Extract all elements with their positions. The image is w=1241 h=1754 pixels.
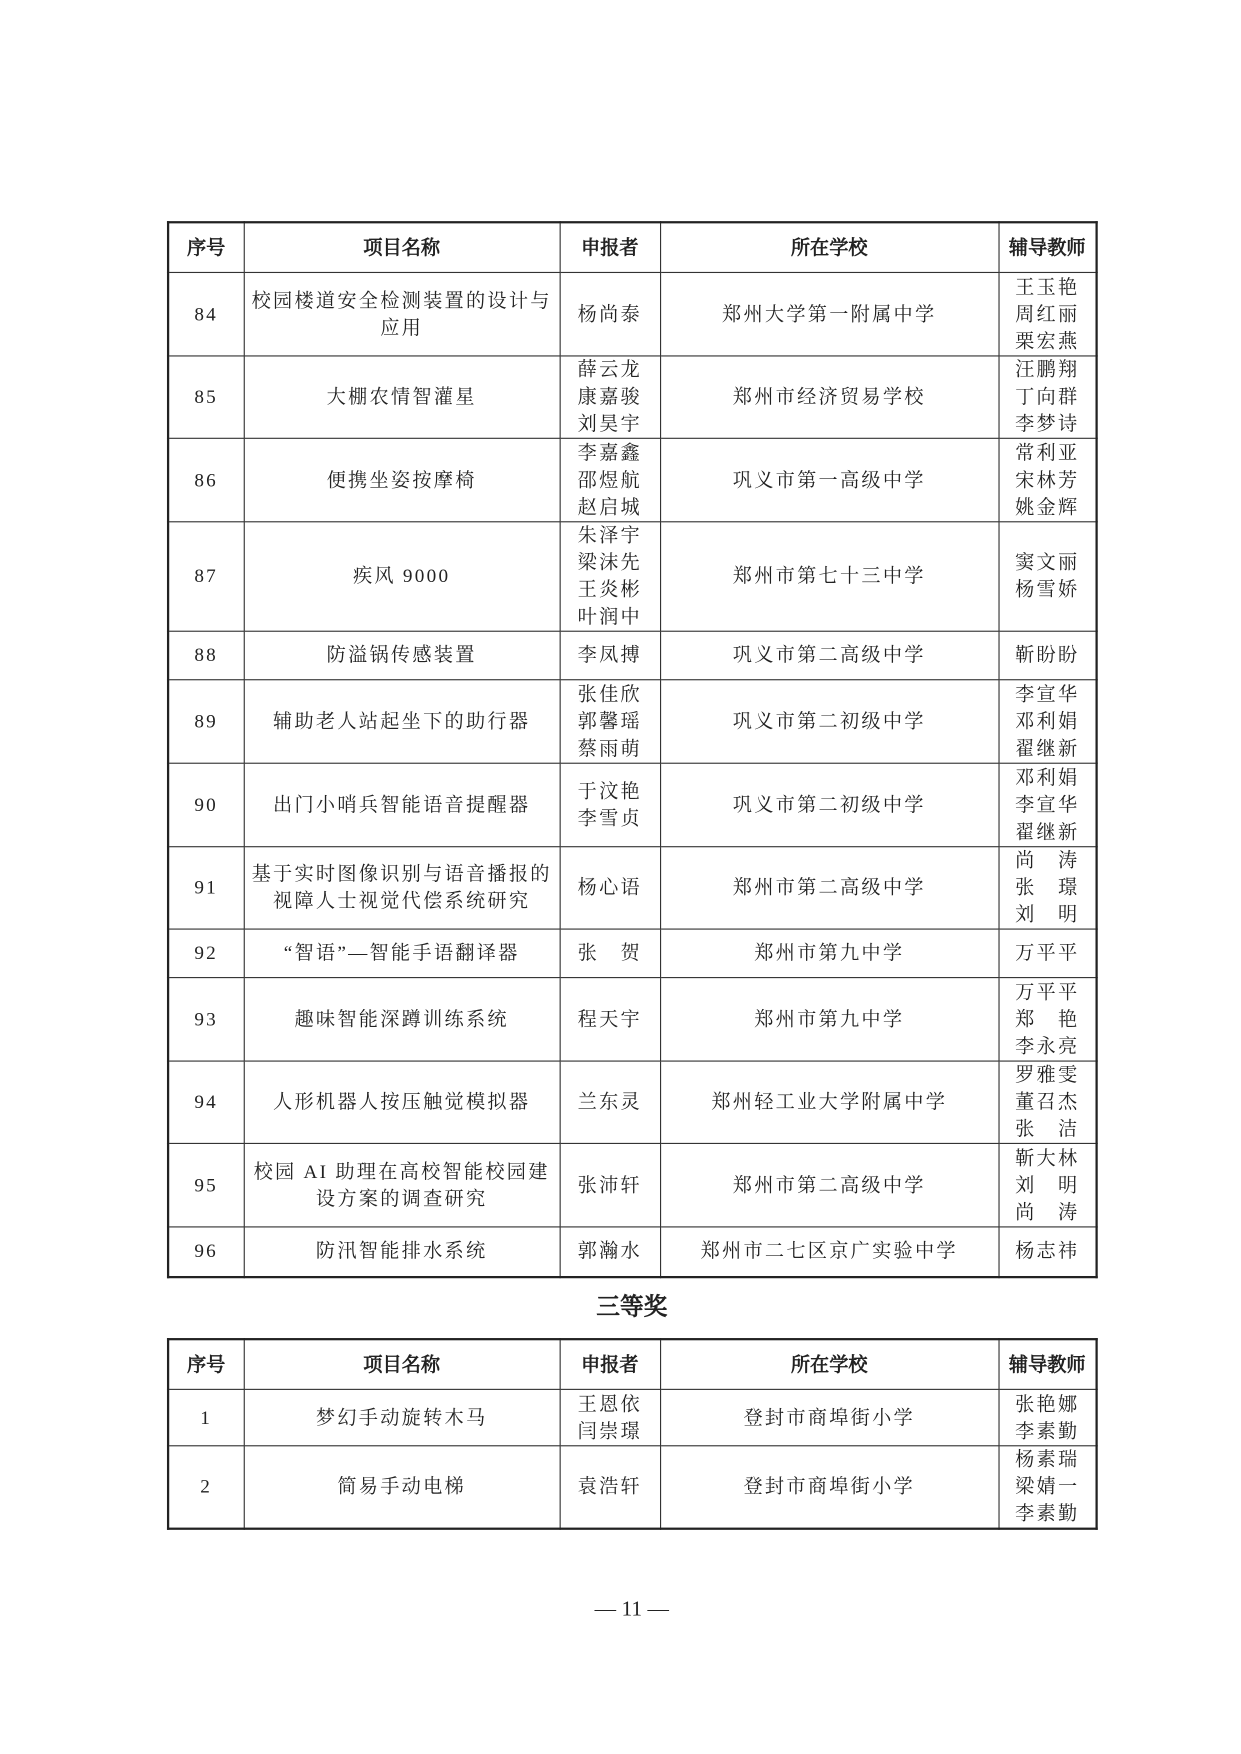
table-row bbox=[168, 929, 1097, 978]
table-row bbox=[168, 1227, 1097, 1277]
header-project: 项目名称 bbox=[244, 222, 560, 272]
cell-school: 郑州市第九中学 bbox=[660, 929, 998, 978]
cell-teachers-name: 万平平 bbox=[1015, 942, 1080, 964]
cell-project: 梦幻手动旋转木马 bbox=[244, 1389, 560, 1445]
cell-teachers bbox=[998, 356, 1096, 438]
cell-seq: 90 bbox=[168, 763, 244, 846]
cell-teachers bbox=[998, 763, 1096, 846]
cell-applicants-name: 李雪贞 bbox=[577, 807, 642, 829]
award-table-second-prize-continued bbox=[167, 221, 1098, 1278]
cell-project: 简易手动电梯 bbox=[244, 1446, 560, 1529]
cell-seq: 87 bbox=[168, 522, 244, 631]
cell-teachers bbox=[998, 438, 1096, 521]
cell-seq: 93 bbox=[168, 978, 244, 1061]
cell-project: 校园 AI 助理在高校智能校园建设方案的调查研究 bbox=[244, 1143, 560, 1226]
cell-teachers-name: 常利亚 bbox=[1015, 441, 1080, 464]
cell-school: 郑州市经济贸易学校 bbox=[660, 356, 998, 438]
cell-project: 校园楼道安全检测装置的设计与应用 bbox=[244, 272, 560, 355]
cell-teachers bbox=[998, 978, 1096, 1061]
table-row bbox=[168, 522, 1097, 631]
cell-teachers bbox=[998, 631, 1096, 680]
cell-seq: 85 bbox=[168, 356, 244, 438]
cell-applicants bbox=[560, 1143, 660, 1226]
cell-project: 人形机器人按压触觉模拟器 bbox=[244, 1061, 560, 1143]
cell-teachers bbox=[998, 272, 1096, 355]
cell-applicants-name: 程天宇 bbox=[577, 1008, 642, 1030]
cell-teachers bbox=[998, 1227, 1096, 1277]
cell-teachers bbox=[998, 522, 1096, 631]
table-row bbox=[168, 847, 1097, 929]
cell-teachers-name: 姚金辉 bbox=[1015, 495, 1080, 518]
cell-seq: 92 bbox=[168, 929, 244, 978]
table-row bbox=[168, 978, 1097, 1061]
cell-teachers bbox=[998, 1446, 1096, 1529]
cell-applicants bbox=[560, 631, 660, 680]
cell-teachers-name: 窦文丽 bbox=[1015, 551, 1080, 574]
cell-project: 疾风 9000 bbox=[244, 522, 560, 631]
cell-school: 郑州市二七区京广实验中学 bbox=[660, 1227, 998, 1277]
cell-applicants-name: 张沛轩 bbox=[577, 1173, 642, 1196]
cell-applicants-name: 邵煜航 bbox=[577, 468, 642, 491]
cell-project: 防溢锅传感装置 bbox=[244, 631, 560, 680]
table-row bbox=[168, 763, 1097, 846]
cell-teachers-name: 翟继新 bbox=[1015, 820, 1080, 843]
cell-applicants bbox=[560, 1227, 660, 1277]
cell-teachers-name: 李宣华 bbox=[1015, 683, 1080, 705]
cell-applicants bbox=[560, 929, 660, 978]
table-row bbox=[168, 1446, 1097, 1529]
cell-school: 郑州轻工业大学附属中学 bbox=[660, 1061, 998, 1143]
cell-applicants bbox=[560, 438, 660, 521]
cell-applicants bbox=[560, 1061, 660, 1143]
cell-seq: 88 bbox=[168, 631, 244, 680]
cell-applicants-name: 刘昊宇 bbox=[577, 412, 642, 435]
cell-teachers bbox=[998, 1143, 1096, 1226]
cell-teachers-name: 邓利娟 bbox=[1015, 710, 1080, 732]
cell-applicants bbox=[560, 1389, 660, 1445]
cell-applicants-name: 康嘉骏 bbox=[577, 385, 642, 408]
cell-project: 便携坐姿按摩椅 bbox=[244, 438, 560, 521]
cell-seq: 84 bbox=[168, 272, 244, 355]
cell-teachers-name: 靳大林 bbox=[1015, 1146, 1080, 1169]
cell-teachers-name: 尚 涛 bbox=[1015, 849, 1080, 871]
cell-applicants-name: 蔡雨萌 bbox=[577, 737, 642, 759]
cell-seq: 86 bbox=[168, 438, 244, 521]
cell-teachers-name: 刘 明 bbox=[1015, 1173, 1080, 1196]
cell-applicants bbox=[560, 680, 660, 763]
cell-teachers-name: 尚 涛 bbox=[1015, 1200, 1080, 1223]
header-project: 项目名称 bbox=[244, 1339, 560, 1389]
cell-applicants bbox=[560, 356, 660, 438]
cell-teachers-name: 李宣华 bbox=[1015, 793, 1080, 816]
cell-applicants-name: 张 贺 bbox=[577, 942, 642, 964]
cell-project: 防汛智能排水系统 bbox=[244, 1227, 560, 1277]
cell-school: 郑州市第七十三中学 bbox=[660, 522, 998, 631]
cell-project: 辅助老人站起坐下的助行器 bbox=[244, 680, 560, 763]
cell-teachers bbox=[998, 847, 1096, 929]
cell-school: 登封市商埠街小学 bbox=[660, 1446, 998, 1529]
cell-teachers-name: 王玉艳 bbox=[1015, 275, 1080, 298]
cell-teachers-name: 郑 艳 bbox=[1015, 1008, 1080, 1030]
cell-seq: 2 bbox=[168, 1446, 244, 1529]
cell-applicants-name: 袁浩轩 bbox=[577, 1475, 642, 1498]
cell-applicants bbox=[560, 847, 660, 929]
header-applicant: 申报者 bbox=[560, 1339, 660, 1389]
cell-teachers bbox=[998, 1389, 1096, 1445]
cell-teachers-name: 李梦诗 bbox=[1015, 412, 1080, 435]
cell-project: 趣味智能深蹲训练系统 bbox=[244, 978, 560, 1061]
cell-teachers bbox=[998, 1061, 1096, 1143]
header-school: 所在学校 bbox=[660, 222, 998, 272]
table-header-row bbox=[168, 222, 1097, 272]
cell-applicants bbox=[560, 978, 660, 1061]
cell-teachers-name: 邓利娟 bbox=[1015, 766, 1080, 789]
cell-applicants-name: 王炎彬 bbox=[577, 578, 642, 601]
table-row bbox=[168, 272, 1097, 355]
table-row bbox=[168, 356, 1097, 438]
page-number: — 11 — bbox=[594, 1597, 669, 1622]
cell-teachers-name: 翟继新 bbox=[1015, 737, 1080, 759]
cell-school: 郑州市第九中学 bbox=[660, 978, 998, 1061]
cell-teachers-name: 罗雅雯 bbox=[1015, 1063, 1080, 1086]
cell-applicants-name: 赵启城 bbox=[577, 495, 642, 518]
cell-applicants-name: 朱泽宇 bbox=[577, 524, 642, 547]
header-teacher: 辅导教师 bbox=[998, 1339, 1096, 1389]
cell-school: 巩义市第二初级中学 bbox=[660, 763, 998, 846]
cell-teachers-name: 汪鹏翔 bbox=[1015, 358, 1080, 381]
cell-applicants-name: 李嘉鑫 bbox=[577, 441, 642, 464]
cell-teachers-name: 李素勤 bbox=[1015, 1502, 1080, 1525]
cell-teachers-name: 丁向群 bbox=[1015, 385, 1080, 408]
cell-applicants bbox=[560, 1446, 660, 1529]
cell-school: 巩义市第一高级中学 bbox=[660, 438, 998, 521]
cell-teachers-name: 董召杰 bbox=[1015, 1090, 1080, 1113]
cell-applicants-name: 闫崇璟 bbox=[577, 1419, 642, 1442]
table-row bbox=[168, 680, 1097, 763]
cell-seq: 1 bbox=[168, 1389, 244, 1445]
header-seq: 序号 bbox=[168, 1339, 244, 1389]
table-header-row bbox=[168, 1339, 1097, 1389]
cell-school: 郑州市第二高级中学 bbox=[660, 847, 998, 929]
cell-seq: 89 bbox=[168, 680, 244, 763]
header-teacher: 辅导教师 bbox=[998, 222, 1096, 272]
cell-teachers-name: 栗宏燕 bbox=[1015, 329, 1080, 352]
cell-seq: 95 bbox=[168, 1143, 244, 1226]
cell-school: 郑州大学第一附属中学 bbox=[660, 272, 998, 355]
cell-applicants-name: 杨心语 bbox=[577, 876, 642, 899]
cell-school: 郑州市第二高级中学 bbox=[660, 1143, 998, 1226]
cell-school: 登封市商埠街小学 bbox=[660, 1389, 998, 1445]
cell-project: 出门小哨兵智能语音提醒器 bbox=[244, 763, 560, 846]
table-row bbox=[168, 1061, 1097, 1143]
award-table-third-prize bbox=[167, 1338, 1098, 1530]
cell-school: 巩义市第二初级中学 bbox=[660, 680, 998, 763]
header-school: 所在学校 bbox=[660, 1339, 998, 1389]
cell-school: 巩义市第二高级中学 bbox=[660, 631, 998, 680]
cell-teachers-name: 周红丽 bbox=[1015, 302, 1080, 325]
cell-teachers-name: 李永亮 bbox=[1015, 1035, 1080, 1057]
cell-applicants-name: 叶润中 bbox=[577, 605, 642, 628]
cell-teachers-name: 张 璟 bbox=[1015, 876, 1080, 899]
section-title-third-prize: 三等奖 bbox=[596, 1292, 668, 1320]
table-row bbox=[168, 631, 1097, 680]
table-row bbox=[168, 1143, 1097, 1226]
table-row bbox=[168, 438, 1097, 521]
table-row bbox=[168, 1389, 1097, 1445]
header-seq: 序号 bbox=[168, 222, 244, 272]
cell-applicants-name: 张佳欣 bbox=[577, 683, 642, 705]
cell-teachers-name: 杨素瑞 bbox=[1015, 1448, 1080, 1471]
cell-seq: 94 bbox=[168, 1061, 244, 1143]
cell-applicants bbox=[560, 763, 660, 846]
cell-teachers-name: 杨志祎 bbox=[1015, 1240, 1080, 1262]
cell-project: 大棚农情智灌星 bbox=[244, 356, 560, 438]
cell-applicants-name: 梁沫先 bbox=[577, 551, 642, 574]
cell-teachers bbox=[998, 680, 1096, 763]
cell-applicants-name: 兰东灵 bbox=[577, 1090, 642, 1113]
cell-teachers-name: 张艳娜 bbox=[1015, 1392, 1080, 1415]
cell-applicants-name: 于汶艳 bbox=[577, 780, 642, 802]
cell-applicants bbox=[560, 522, 660, 631]
cell-applicants-name: 郭瀚水 bbox=[577, 1240, 642, 1262]
cell-teachers-name: 刘 明 bbox=[1015, 903, 1080, 926]
cell-seq: 96 bbox=[168, 1227, 244, 1277]
cell-project: “智语”—智能手语翻译器 bbox=[244, 929, 560, 978]
cell-applicants-name: 李凤搏 bbox=[577, 644, 642, 666]
cell-teachers bbox=[998, 929, 1096, 978]
cell-applicants-name: 王恩依 bbox=[577, 1392, 642, 1415]
cell-teachers-name: 宋林芳 bbox=[1015, 468, 1080, 491]
cell-teachers-name: 梁婧一 bbox=[1015, 1475, 1080, 1498]
header-applicant: 申报者 bbox=[560, 222, 660, 272]
cell-applicants-name: 杨尚泰 bbox=[577, 302, 642, 325]
cell-teachers-name: 张 洁 bbox=[1015, 1118, 1080, 1140]
cell-teachers-name: 杨雪娇 bbox=[1015, 578, 1080, 601]
cell-applicants bbox=[560, 272, 660, 355]
cell-applicants-name: 郭馨瑶 bbox=[577, 710, 642, 732]
cell-project: 基于实时图像识别与语音播报的视障人士视觉代偿系统研究 bbox=[244, 847, 560, 929]
cell-teachers-name: 万平平 bbox=[1015, 980, 1080, 1003]
cell-teachers-name: 李素勤 bbox=[1015, 1419, 1080, 1442]
cell-applicants-name: 薛云龙 bbox=[577, 358, 642, 381]
cell-teachers-name: 靳盼盼 bbox=[1015, 644, 1080, 666]
cell-seq: 91 bbox=[168, 847, 244, 929]
